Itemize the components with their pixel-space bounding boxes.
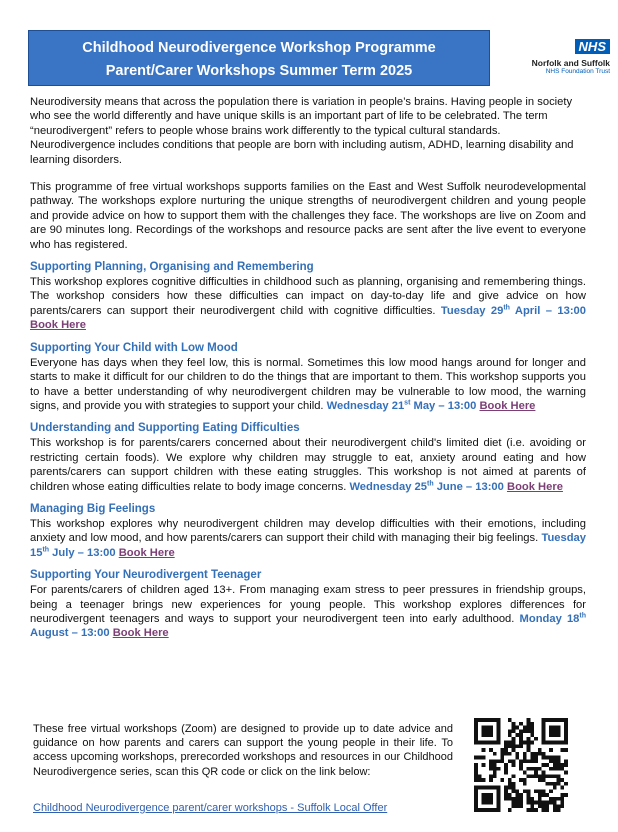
workshop-date: Wednesday 25th June – 13:00 (349, 479, 504, 493)
nhs-logo-badge: NHS (575, 39, 610, 54)
workshop-item (30, 421, 586, 494)
nhs-logo-trust: NHS Foundation Trust (545, 68, 610, 75)
intro-paragraph-2: This programme of free virtual workshops supports families on the East and West Suffolk neurodevelopmental pathway. The workshops explore nurturing the unique strengths of neurodivergent children and young people and provide advice on how to support them with the challenges they face. The workshops are live on Zoom and are 90 minutes long. Recordings of the workshops and resource packs are sent after the live event to everyone who has registered. (30, 181, 586, 251)
workshop-date: Wednesday 21st May – 13:00 (326, 399, 477, 412)
qr-code-icon[interactable] (474, 718, 568, 812)
main-content (30, 95, 586, 641)
workshop-body: This workshop is for parents/carers concerned about their neurodivergent child's limited diet (i.e. avoiding or restricting certain foods). We explore why children may struggle to eat, anxiety around eating and how parents/carers can support children with these eating struggles. This workshop is not aimed at parents of children whose eating difficulties relate to body image concerns. (30, 437, 586, 493)
page-header (28, 30, 490, 86)
suffolk-local-offer-link[interactable]: Childhood Neurodivergence parent/carer workshops - Suffolk Local Offer (33, 802, 388, 814)
page-subtitle: Parent/Carer Workshops Summer Term 2025 (105, 63, 413, 79)
workshop-title: Managing Big Feelings (30, 502, 156, 515)
page-title: Childhood Neurodivergence Workshop Programme (82, 40, 436, 56)
workshop-date: Tuesday 15th July – 13:00 (30, 532, 586, 559)
intro-paragraph-1: Neurodiversity means that across the population there is variation in people’s brains. Having people in society who see the world differently and have unique skills is an important part of life to be celebrated. The term “neurodivergent” refers to people whose brains work differently to the typical cultural standards. Neurodivergence includes conditions that people are born with including autism, ADHD, learning disability and learning disorders. (30, 96, 574, 166)
nhs-logo-org: Norfolk and Suffolk (531, 58, 610, 68)
workshop-body: This workshop explores why neurodivergent children may develop difficulties with their emotions, including anxiety and low mood, and how parents/carers can support their child with managing their big feelings. (30, 517, 586, 545)
workshop-description (30, 356, 586, 414)
nhs-logo (498, 38, 610, 76)
workshop-description (30, 583, 586, 641)
workshop-body: For parents/carers of children aged 13+. From managing exam stress to peer pressures in friendship groups, being a teenager brings new experiences for young people. This workshop explores differences for neurodivergent teenagers and ways to support your neurodivergent teen into early adulthood. (30, 584, 586, 625)
workshop-title: Supporting Planning, Organising and Remembering (30, 261, 314, 274)
book-here-link[interactable]: Book Here (30, 319, 86, 332)
workshop-title: Supporting Your Neurodivergent Teenager (30, 569, 262, 582)
book-here-link[interactable]: Book Here (506, 480, 563, 493)
workshop-date: Tuesday 29th April – 13:00 (440, 304, 587, 317)
workshop-title: Understanding and Supporting Eating Difficulties (30, 422, 300, 435)
footer-text: These free virtual workshops (Zoom) are designed to provide up to date advice and guidance on how parents and carers can support the young people in their life. To access upcoming workshops, prerecorded workshops and resources in our Childhood Neurodivergence series, scan this QR code or click on the link below: (33, 723, 453, 778)
workshop-item (30, 568, 586, 641)
workshop-description (30, 275, 586, 333)
workshop-body: Everyone has days when they feel low, this is normal. Sometimes this low mood hangs around for longer and starts to make it difficult for our children to do the things that are important to them. This workshop supports you to have a better understanding of why neurodivergent children may be vulnerable to low mood, the warning signs, and provide you with strategies to support your child. (30, 356, 586, 412)
workshop-title: Supporting Your Child with Low Mood (30, 341, 238, 354)
book-here-link[interactable]: Book Here (118, 546, 175, 559)
workshop-item (30, 341, 586, 414)
workshop-item (30, 260, 586, 333)
workshop-item (30, 502, 586, 560)
workshop-description (30, 517, 586, 560)
book-here-link[interactable]: Book Here (479, 399, 536, 412)
workshop-date: Monday 18th August – 13:00 (30, 612, 586, 640)
workshop-description (30, 436, 586, 494)
workshop-body: This workshop explores cognitive difficulties in childhood such as planning, organising and remembering things. The workshop considers how these difficulties can impact on day-to-day life and give advice on how parents/carers can support their neurodivergent child with cognitive difficulties. (30, 276, 586, 317)
book-here-link[interactable]: Book Here (112, 627, 169, 640)
